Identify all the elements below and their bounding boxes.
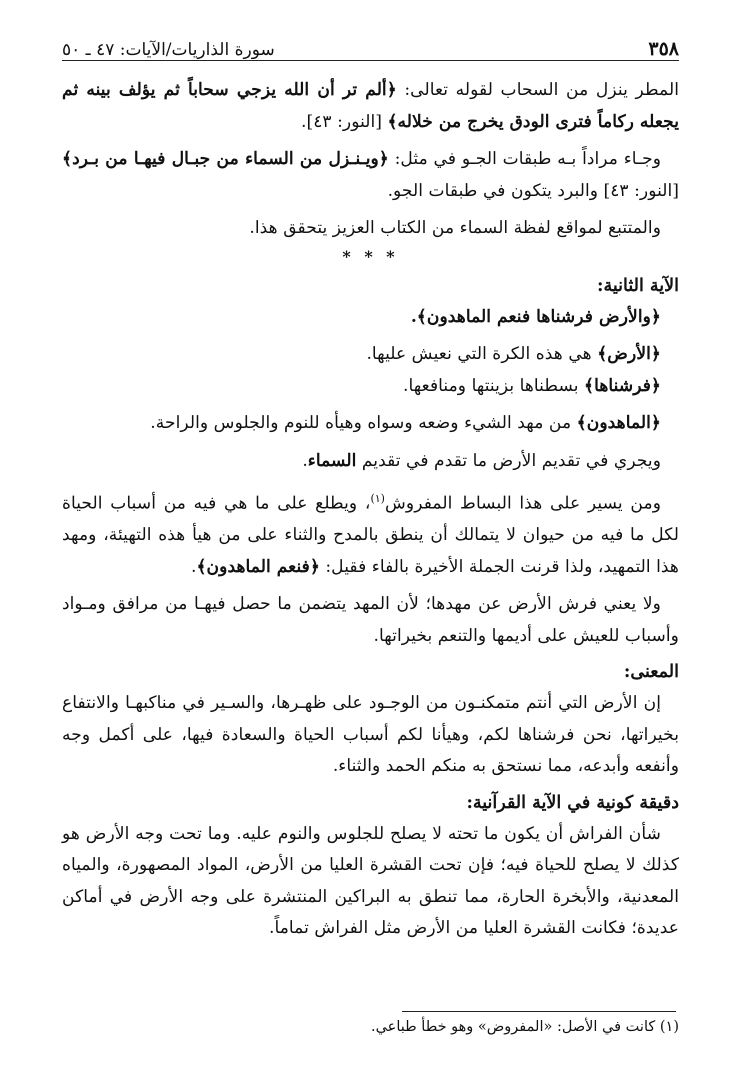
page-body	[62, 75, 679, 945]
text-run: من مهد الشيء وضعه وسواه وهيأه للنوم والجلوس والراحة.	[150, 413, 577, 433]
word-explanation	[62, 371, 679, 403]
section-heading-cosmic-detail: دقيقة كونية في الآية القرآنية:	[466, 792, 679, 813]
footnote-separator	[402, 1011, 676, 1012]
paragraph	[62, 75, 679, 138]
text-run: المطر ينزل من السحاب لقوله تعالى:	[396, 80, 680, 100]
word-explanation	[62, 408, 679, 440]
surah-title: سورة الذاريات/الآيات: ٤٧ ـ ٥٠	[62, 40, 275, 60]
bold-word: السماء	[307, 450, 357, 471]
text-run: وجـاء مراداً بـه طبقات الجـو في مثل:	[388, 149, 661, 169]
text-run: ويجري في تقديم الأرض ما تقدم في تقديم	[356, 450, 661, 471]
quran-verse: ﴿والأرض فرشناها فنعم الماهدون﴾.	[410, 306, 661, 327]
paragraph: ولا يعني فرش الأرض عن مهدها؛ لأن المهد يتضمن ما حصل فيهـا من مرافق ومـواد وأسباب للعيش على أديمها والتنعم بخيراتها.	[62, 594, 679, 646]
term: ﴿الماهدون﴾	[576, 413, 661, 433]
quran-verse: ﴿ألم تر أن الله يزجي سحاباً ثم يؤلف بينه ثم يجعله ركاماً فترى الودق يخرج من خلاله﴾	[62, 80, 679, 132]
book-page	[62, 32, 679, 945]
text-run: .	[302, 450, 308, 471]
text-run: بسطناها بزينتها ومنافعها.	[403, 375, 585, 396]
paragraph: إن الأرض التي أنتم متمكنـون من الوجـود على ظهـرها، والسـير في مناكبهـا والانتفاع بخيراتها، نحن فرشناها لكم، وهيأنا لكم أسباب الحياة والسعادة فيها، على أكمل وجه وأنفعه وأبدعه، مما نستحق به منكم الحمد والثناء.	[62, 693, 679, 777]
paragraph: والمتتبع لمواقع لفظة السماء من الكتاب العزيز يتحقق هذا.	[249, 218, 661, 238]
section-divider: * * *	[342, 246, 399, 266]
paragraph	[62, 483, 679, 583]
text-run: .	[191, 556, 197, 577]
paragraph: شأن الفراش أن يكون ما تحته لا يصلح للجلوس والنوم عليه. وما تحت وجه الأرض هو كذلك لا يصلح للحياة فيه؛ فإن تحت القشرة العليا من الأرض، المواد المصهورة، والمياه المعدنية، والأبخرة الحارة، مما تنطق به البراكين المنتشرة على وجه الأرض في أماكن عديدة؛ فكانت القشرة العليا من الأرض مثل الفراش تماماً.	[62, 823, 679, 939]
term: ﴿الأرض﴾	[597, 344, 661, 364]
text-run: ومن يسير على هذا البساط المفروش	[384, 493, 661, 514]
paragraph	[62, 446, 679, 478]
page-number: ٣٥٨	[648, 38, 679, 60]
text-run: [النور: ٤٣].	[301, 111, 388, 132]
section-heading-second-verse: الآية الثانية:	[597, 275, 679, 296]
text-run: هي هذه الكرة التي نعيش عليها.	[366, 344, 598, 364]
footnote: (١) كانت في الأصل: «المفروض» وهو خطأ طباعي.	[370, 1019, 679, 1035]
text-run: ، ويطلع على ما هي فيه من أسباب الحياة لكل ما فيه من حيوان لا يتمالك أن ينطق بالمدح والثناء على من هيأ هذه التهيئة، ومهد هذا التمهيد، ولذا قرنت الجملة الأخيرة بالفاء فقيل:	[62, 493, 679, 577]
paragraph	[62, 144, 679, 207]
footnote-marker[interactable]: (١)	[370, 492, 385, 505]
quran-verse: ﴿ويـنـزل من السماء من جبـال فيهـا من بـرد﴾	[62, 149, 389, 169]
quran-verse: ﴿فنعم الماهدون﴾	[196, 556, 320, 577]
page-header	[62, 32, 679, 61]
term: ﴿فرشناها﴾	[584, 375, 661, 396]
text-run: [النور: ٤٣] والبرد يتكون في طبقات الجو.	[387, 180, 679, 201]
section-heading-meaning: المعنى:	[623, 662, 679, 683]
word-explanation	[62, 339, 679, 371]
